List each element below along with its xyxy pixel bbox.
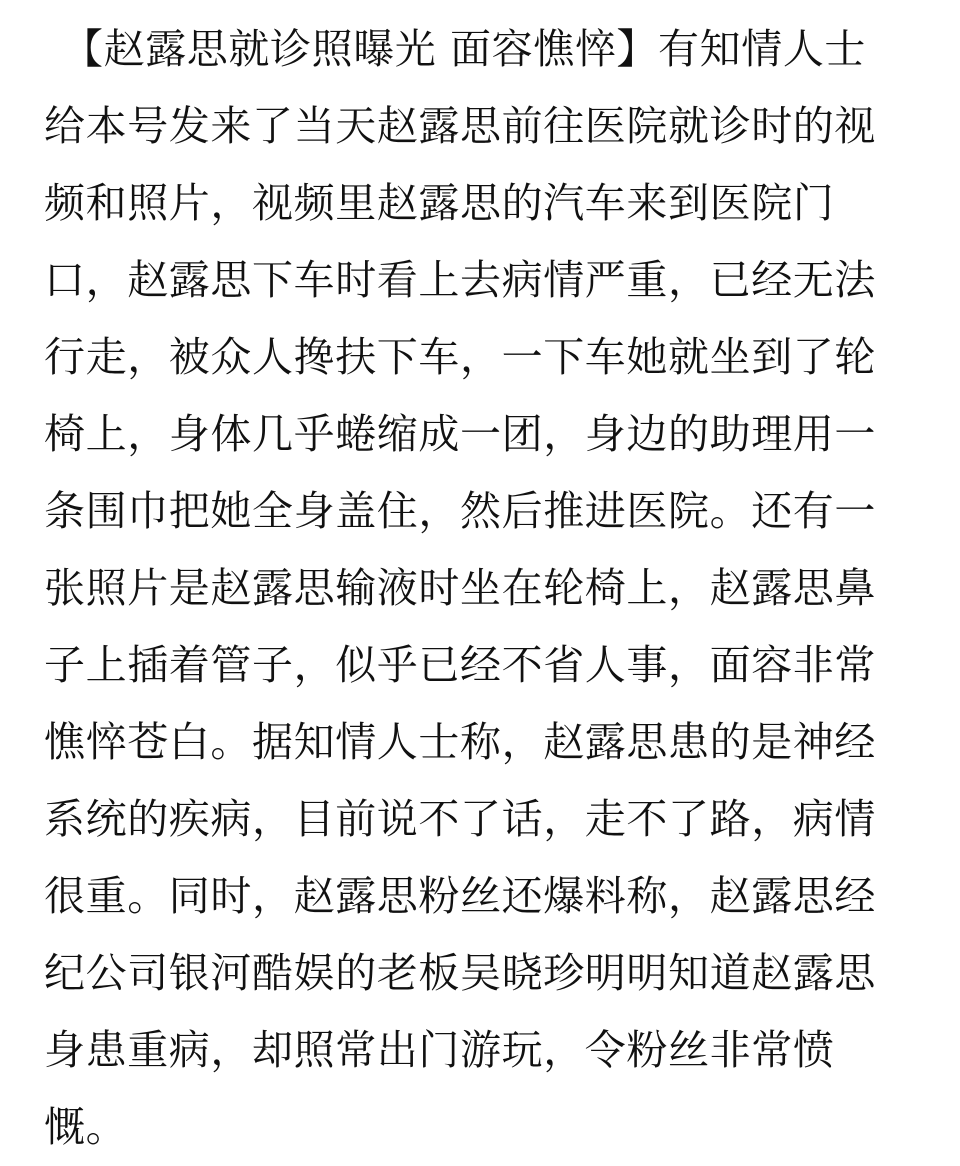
article-line: 慨。 [44,1103,128,1151]
article-line: 条围巾把她全身盖住，然后推进医院。还有一 [44,487,876,535]
article-line: 给本号发来了当天赵露思前往医院就诊时的视 [44,102,876,150]
article-line: 憔悴苍白。据知情人士称，赵露思患的是神经 [44,718,876,766]
article-line: 椅上，身体几乎蜷缩成一团，身边的助理用一 [44,410,876,458]
article-line: 【赵露思就诊照曝光 面容憔悴】有知情人士 [62,25,867,73]
article-line: 很重。同时，赵露思粉丝还爆料称，赵露思经 [44,872,876,920]
article-line: 行走，被众人搀扶下车，一下车她就坐到了轮 [44,333,876,381]
article-line: 系统的疾病，目前说不了话，走不了路，病情 [44,795,876,843]
article-line: 张照片是赵露思输液时坐在轮椅上，赵露思鼻 [44,564,876,612]
article-line: 身患重病，却照常出门游玩，令粉丝非常愤 [44,1026,835,1074]
article-line: 口，赵露思下车时看上去病情严重，已经无法 [44,256,876,304]
article-line: 频和照片，视频里赵露思的汽车来到医院门 [44,179,835,227]
article-line: 纪公司银河酷娱的老板吴晓珍明明知道赵露思 [44,949,876,997]
article-text [44,11,924,1166]
article-line: 子上插着管子，似乎已经不省人事，面容非常 [44,641,876,689]
